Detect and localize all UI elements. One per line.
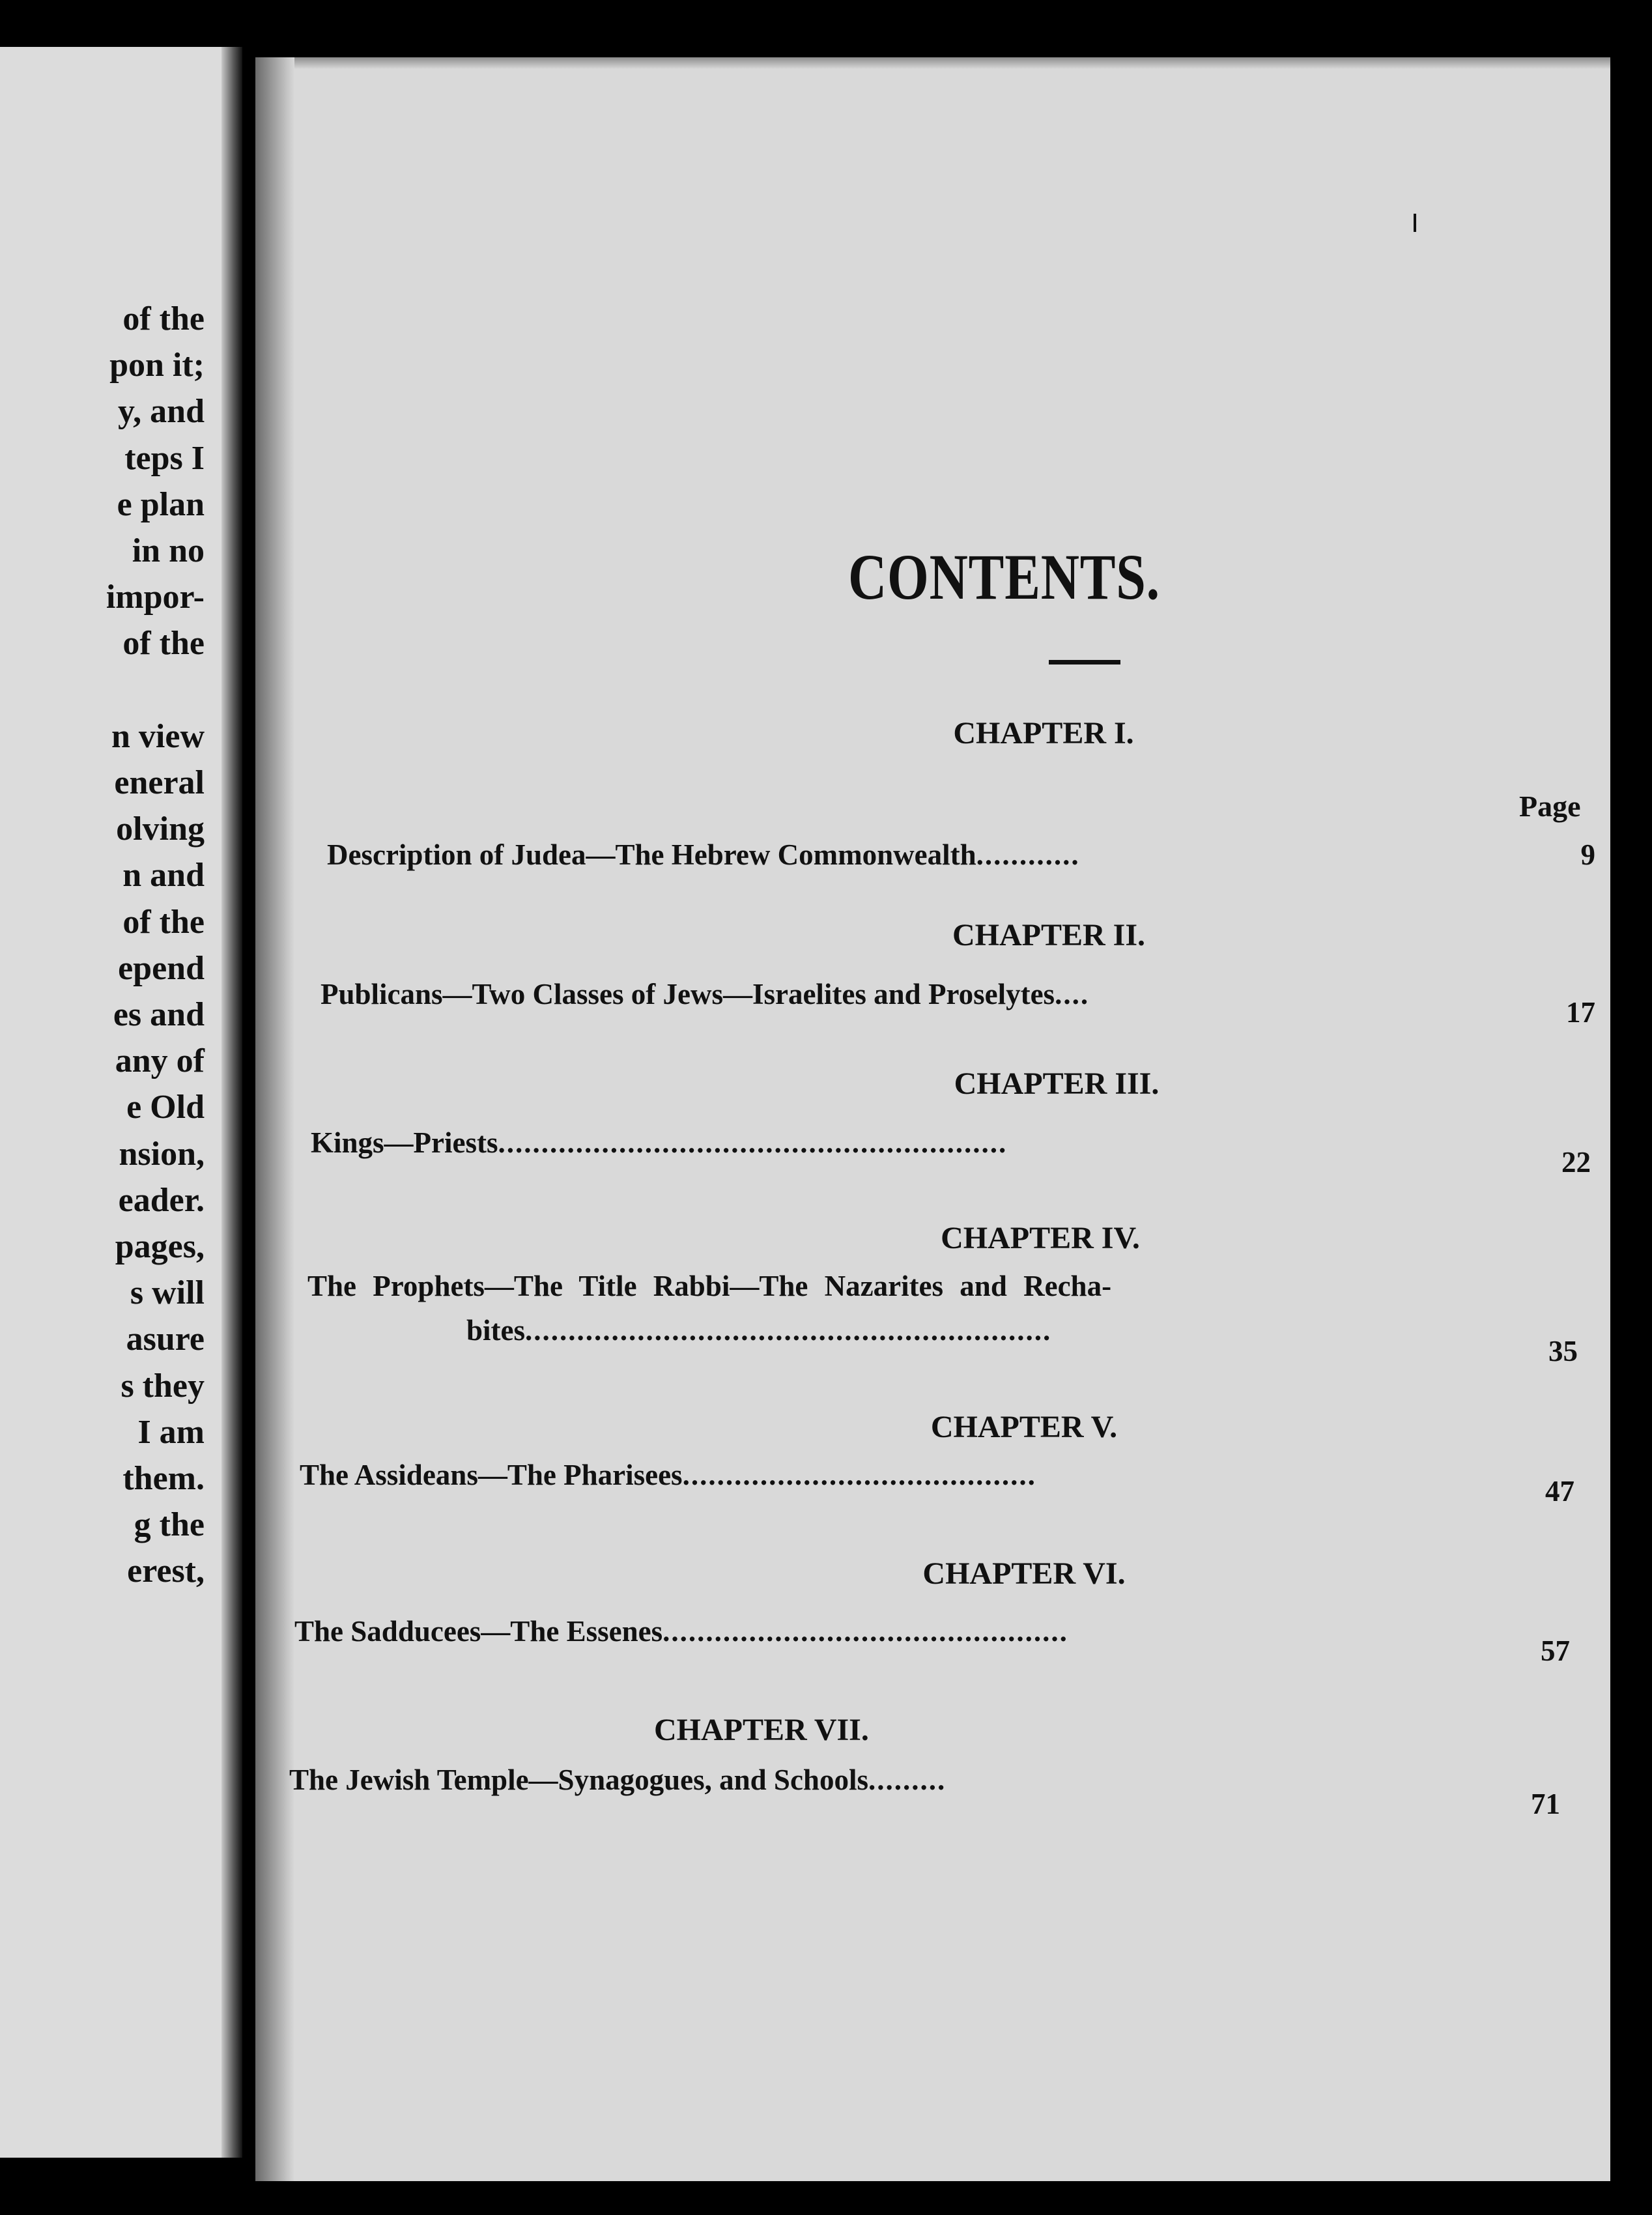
- page-column-label: Page: [1519, 790, 1581, 823]
- left-page-line: es and: [113, 996, 205, 1034]
- left-page-line: in no: [132, 532, 205, 570]
- left-page-line: erest,: [127, 1552, 205, 1590]
- toc-entry-3: [311, 1126, 1007, 1160]
- toc-entry-4: [307, 1269, 1111, 1303]
- toc-entry-4-continued: [466, 1313, 1051, 1347]
- toc-entry-title: The Sadducees—The Essenes: [294, 1615, 663, 1648]
- leader-dots: .........................................: [682, 1459, 1036, 1491]
- toc-entry-1: [327, 838, 1080, 872]
- toc-entry-6: [294, 1614, 1068, 1648]
- toc-page-number: 57: [1541, 1635, 1570, 1667]
- left-page-line: any of: [115, 1042, 205, 1080]
- left-page-line: olving: [116, 810, 205, 848]
- left-page-line: n and: [122, 857, 205, 894]
- page-top-edge: [255, 57, 1610, 69]
- left-page-line: epend: [118, 949, 205, 987]
- left-page-line: eader.: [118, 1181, 205, 1219]
- leader-dots: ...............................................: [662, 1615, 1068, 1648]
- toc-entry-title: Description of Judea—The Hebrew Commonwealth: [327, 838, 976, 871]
- leader-dots: ............: [976, 838, 1080, 871]
- left-page-line: s will: [130, 1274, 205, 1312]
- chapter-heading-1: CHAPTER I.: [953, 716, 1134, 750]
- left-page-line: impor-: [106, 579, 205, 616]
- contents-page: [255, 57, 1610, 2181]
- left-page-line: I am: [137, 1413, 205, 1451]
- toc-entry-title: The Jewish Temple—Synagogues, and Schools: [289, 1764, 868, 1796]
- left-page-line: pages,: [115, 1228, 205, 1266]
- leader-dots: .........: [868, 1764, 947, 1796]
- binding-shadow: [255, 57, 294, 2181]
- left-page-line: teps I: [124, 439, 205, 477]
- left-page-text: [106, 296, 205, 1595]
- left-page-line: n view: [111, 717, 205, 755]
- leader-dots: ...........................................................: [498, 1126, 1008, 1159]
- toc-entry-title: Kings—Priests: [311, 1126, 498, 1159]
- left-page-line: nsion,: [119, 1135, 205, 1173]
- toc-page-number: 22: [1561, 1146, 1591, 1179]
- toc-entry-title: bites: [466, 1314, 525, 1347]
- chapter-heading-5: CHAPTER V.: [930, 1410, 1118, 1444]
- chapter-heading-4: CHAPTER IV.: [941, 1221, 1140, 1255]
- chapter-heading-6: CHAPTER VI.: [922, 1556, 1126, 1591]
- left-page-line: e plan: [117, 485, 205, 523]
- title-rule: [1049, 660, 1120, 664]
- toc-entry-title: The Prophets—The Title Rabbi—The Nazarites and Recha-: [307, 1270, 1112, 1302]
- left-page-line: asure: [126, 1321, 205, 1358]
- toc-entry-7: [289, 1763, 946, 1797]
- toc-entry-title: Publicans—Two Classes of Jews—Israelites and Proselytes: [320, 978, 1055, 1010]
- left-page-line: of the: [122, 625, 205, 663]
- left-page-line: e Old: [126, 1089, 205, 1126]
- print-speck: [1414, 214, 1416, 232]
- toc-entry-5: [300, 1458, 1036, 1492]
- left-facing-page: [0, 47, 242, 2158]
- leader-dots: .............................................................: [525, 1314, 1052, 1347]
- contents-title: CONTENTS.: [848, 541, 1161, 613]
- page-gutter: [221, 47, 242, 2158]
- left-page-line: of the: [122, 300, 205, 337]
- left-page-line: eneral: [114, 764, 205, 802]
- left-page-line: y, and: [118, 393, 205, 431]
- toc-page-number: 17: [1566, 996, 1595, 1029]
- toc-page-number: 9: [1580, 838, 1595, 871]
- left-page-line: them.: [122, 1460, 205, 1498]
- left-page-line: [106, 667, 205, 713]
- chapter-heading-7: CHAPTER VII.: [654, 1713, 869, 1747]
- left-page-line: of the: [122, 903, 205, 941]
- left-page-line: g the: [134, 1506, 205, 1544]
- toc-entry-2: [320, 977, 1089, 1011]
- left-page-line: s they: [121, 1367, 205, 1405]
- toc-page-number: 71: [1531, 1788, 1560, 1820]
- toc-page-number: 47: [1545, 1475, 1574, 1508]
- chapter-heading-2: CHAPTER II.: [952, 918, 1146, 952]
- left-page-line: pon it;: [109, 347, 205, 384]
- toc-entry-title: The Assideans—The Pharisees: [300, 1459, 683, 1491]
- chapter-heading-3: CHAPTER III.: [954, 1066, 1160, 1101]
- toc-page-number: 35: [1548, 1335, 1578, 1367]
- leader-dots: ....: [1055, 978, 1090, 1010]
